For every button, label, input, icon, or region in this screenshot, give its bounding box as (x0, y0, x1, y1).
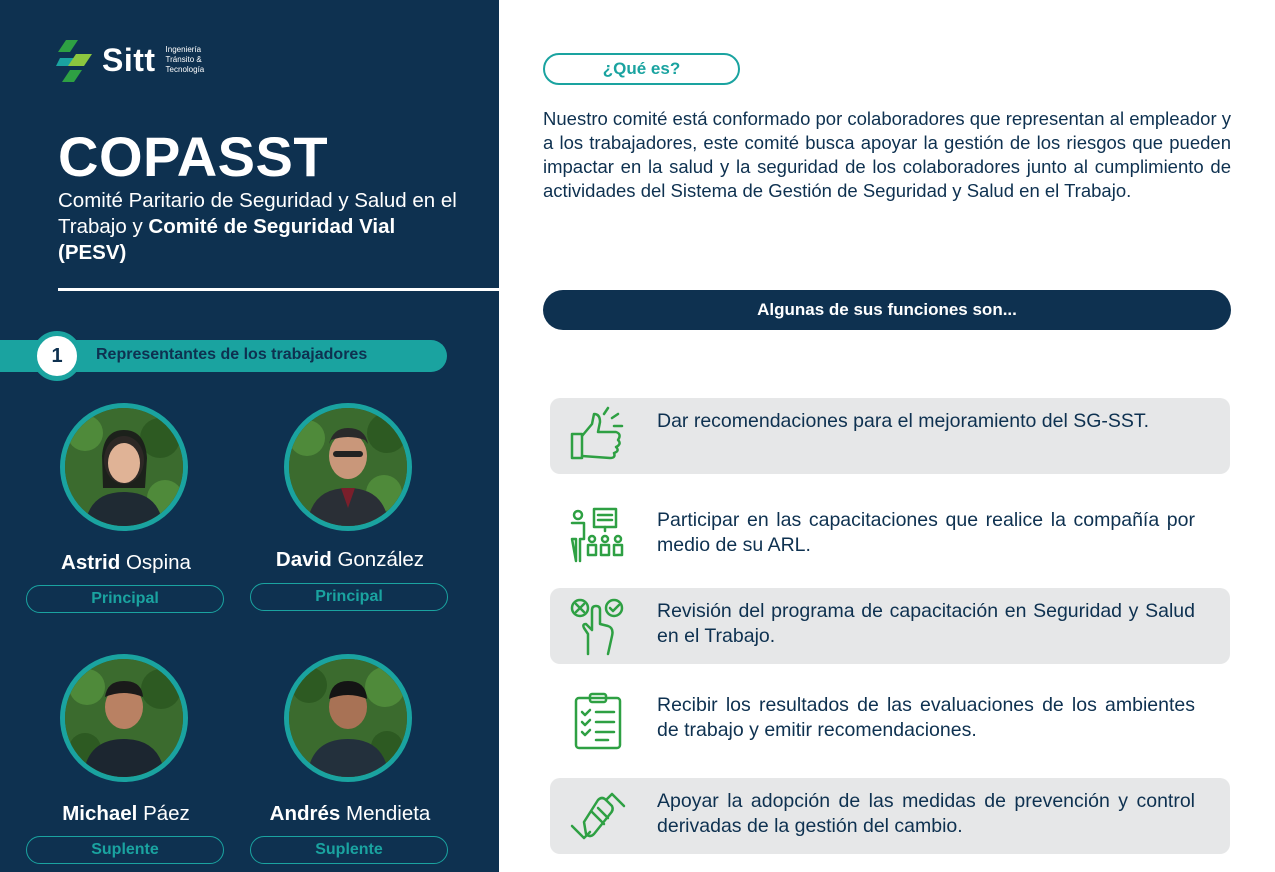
left-panel (0, 0, 499, 872)
person-name: Astrid Ospina (61, 551, 191, 574)
person-name: David González (275, 548, 425, 571)
brand-logo (56, 36, 226, 84)
function-item (550, 398, 1230, 474)
function-item (550, 588, 1230, 664)
training-icon (568, 505, 628, 565)
function-item (550, 682, 1230, 758)
person-name: Andrés Mendieta (269, 802, 431, 825)
sitt-logo-icon (56, 36, 96, 84)
function-item (550, 778, 1230, 854)
review-hand-icon (568, 596, 628, 656)
brand-tagline: Ingeniería Tránsito & Tecnología (165, 45, 205, 74)
function-text: Participar en las capacitaciones que realice la compañía por medio de su ARL. (657, 509, 1195, 556)
function-text: Apoyar la adopción de las medidas de prevención y control derivadas de la gestión del cambio. (657, 790, 1195, 837)
person-name: Michael Páez (62, 802, 190, 825)
committee-description: Nuestro comité está conformado por colaboradores que representan al empleador y a los trabajadores, este comité busca apoyar la gestión de los riesgos que pueden impactar en la salud y la seguridad de los colaboradores junto al cumplimiento de actividades del Sistema de Gestión de Seguridad y Salud en el Trabajo. (543, 108, 1231, 201)
function-text: Revisión del programa de capacitación en Seguridad y Salud en el Trabajo. (657, 600, 1195, 647)
brand-name: Sitt (102, 41, 156, 78)
role-badge: Principal (26, 585, 224, 613)
what-is-pill: ¿Qué es? (543, 53, 740, 85)
avatar (60, 403, 188, 531)
section-number-badge: 1 (32, 331, 82, 381)
divider (58, 288, 499, 291)
role-badge: Principal (250, 583, 448, 611)
avatar (284, 654, 412, 782)
function-item (550, 497, 1230, 573)
functions-heading: Algunas de sus funciones son... (543, 290, 1231, 330)
function-text: Recibir los resultados de las evaluaciones de los ambientes de trabajo y emitir recomendaciones. (657, 694, 1195, 741)
checklist-icon (568, 690, 628, 750)
page-subtitle: Comité Paritario de Seguridad y Salud en el Trabajo y Comité de Seguridad Vial (PESV) (58, 189, 457, 264)
avatar (60, 654, 188, 782)
role-badge: Suplente (26, 836, 224, 864)
page-title: COPASST (58, 125, 329, 188)
handshake-icon (568, 786, 628, 846)
avatar (284, 403, 412, 531)
role-badge: Suplente (250, 836, 448, 864)
function-text: Dar recomendaciones para el mejoramiento del SG-SST. (657, 410, 1150, 432)
thumbs-up-icon (568, 406, 628, 466)
section-label: Representantes de los trabajadores (96, 346, 368, 363)
